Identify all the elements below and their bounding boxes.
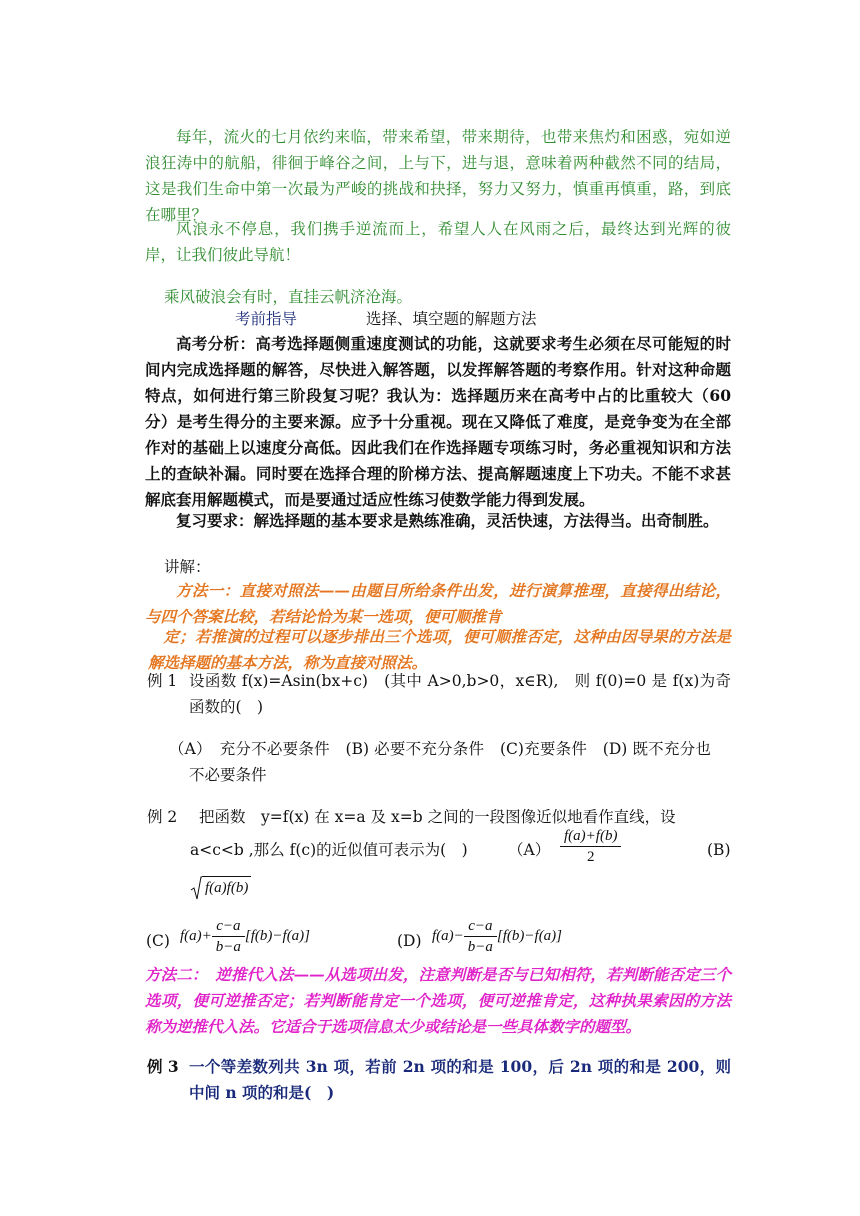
- example2-optC-label: (C): [146, 932, 170, 950]
- intro-paragraph-2: 风浪永不停息，我们携手逆流而上，希望人人在风雨之后，最终达到光辉的彼岸，让我们彼此导航！: [145, 220, 731, 264]
- example3-question: 一个等差数列共 3n 项，若前 2n 项的和是 100，后 2n 项的和是 200，则中间 n 项的和是( ): [189, 1057, 731, 1102]
- optD-prefix: f(a)−: [432, 928, 464, 944]
- example2-optD-label: (D): [397, 932, 422, 950]
- header-title: 选择、填空题的解题方法: [366, 310, 537, 328]
- example2-optD-expr: [432, 916, 562, 957]
- analysis-paragraph: 高考分析：高考选择题侧重速度测试的功能，这就要求考生必须在尽可能短的时间内完成选择题的解答，尽快进入解答题，以发挥解答题的考察作用。针对这种命题特点，如何进行第三阶段复习呢？我认为：选择题历来在高考中占的比重较大（60 分）是考生得分的主要来源。应予十分重视。现在又降低了难度，是竞争变为在全部作对的基础上以速度分高低。因此我们在作选择题专项练习时，务必重视知识和方法上的查缺补漏。同时要在选择合理的阶梯方法、提高解题速度上下功夫。不能不求甚解底套用解题模式，而是要通过适应性练习使数学能力得到发展。: [145, 334, 731, 509]
- optC-denominator: b−a: [215, 939, 241, 955]
- method1-line2: 定；若推演的过程可以逐步排出三个选项，便可顺推否定，这种由因导果的方法是解选择题的基本方法，称为直接对照法。: [148, 627, 731, 672]
- optC-prefix: f(a)+: [180, 928, 212, 944]
- intro-motto: 乘风破浪会有时，直挂云帆济沧海。: [164, 288, 413, 306]
- example2-optC-expr: [180, 916, 310, 957]
- intro-paragraph-1: 每年，流火的七月依约来临，带来希望，带来期待，也带来焦灼和困惑，宛如逆浪狂涛中的航船，徘徊于峰谷之间，上与下，进与退，意味着两种截然不同的结局，这是我们生命中第一次最为严峻的挑战和抉择，努力又努力，慎重再慎重，路，到底在哪里？: [145, 128, 731, 224]
- example1-options-text: （A） 充分不必要条件 (B) 必要不充分条件 (C)充要条件 (D) 既不充分也不必要条件: [168, 740, 711, 784]
- optA-denominator: 2: [586, 849, 595, 865]
- method1-line1: 方法一：直接对照法——由题目所给条件出发，进行演算推理，直接得出结论，与四个答案比较，若结论恰为某一选项，便可顺推肯: [145, 581, 731, 626]
- review-paragraph: 复习要求：解选择题的基本要求是熟练准确，灵活快速，方法得当。出奇制胜。: [176, 511, 719, 530]
- example2-label: 例 2: [147, 808, 178, 826]
- example2-optB-label: (B): [707, 841, 731, 859]
- example3-label: 例 3: [147, 1057, 179, 1076]
- sqrt-sign-icon: [190, 876, 202, 900]
- optD-denominator: b−a: [467, 939, 493, 955]
- header-left: 考前指导: [235, 310, 298, 328]
- optC-suffix: [f(b)−f(a)]: [244, 928, 311, 944]
- lecture-label: 讲解：: [164, 558, 211, 576]
- optD-suffix: [f(b)−f(a)]: [496, 928, 563, 944]
- example1-label: 例 1: [147, 672, 178, 690]
- example2-optA-label: （A）: [508, 841, 551, 859]
- example2-optA-fraction: [560, 826, 621, 867]
- example1-question: 设函数 f(x)=Asin(bx+c) (其中 A>0,b>0，x∈R), 则 f(0)=0 是 f(x)为奇函数的( ): [189, 672, 731, 716]
- example2-question: 把函数 y=f(x) 在 x=a 及 x=b 之间的一段图像近似地看作直线，设: [199, 808, 676, 826]
- optD-numerator: c−a: [464, 916, 497, 937]
- example1-options: [168, 736, 731, 788]
- method2-paragraph: 方法二： 逆推代入法——从选项出发，注意判断是否与已知相符，若判断能否定三个选项，便可逆推否定；若判断能肯定一个选项，便可逆推肯定，这种执果索因的方法称为逆推代入法。它适合于选项信息太少或结论是一些具体数字的题型。: [145, 965, 731, 1036]
- optC-numerator: c−a: [212, 916, 245, 937]
- optB-radicand: f(a)f(b): [202, 876, 251, 900]
- example2-optB-sqrt: [190, 876, 251, 904]
- optA-numerator: f(a)+f(b): [560, 826, 621, 847]
- example2-line2: a<c<b ,那么 f(c)的近似值可表示为( ): [190, 841, 468, 859]
